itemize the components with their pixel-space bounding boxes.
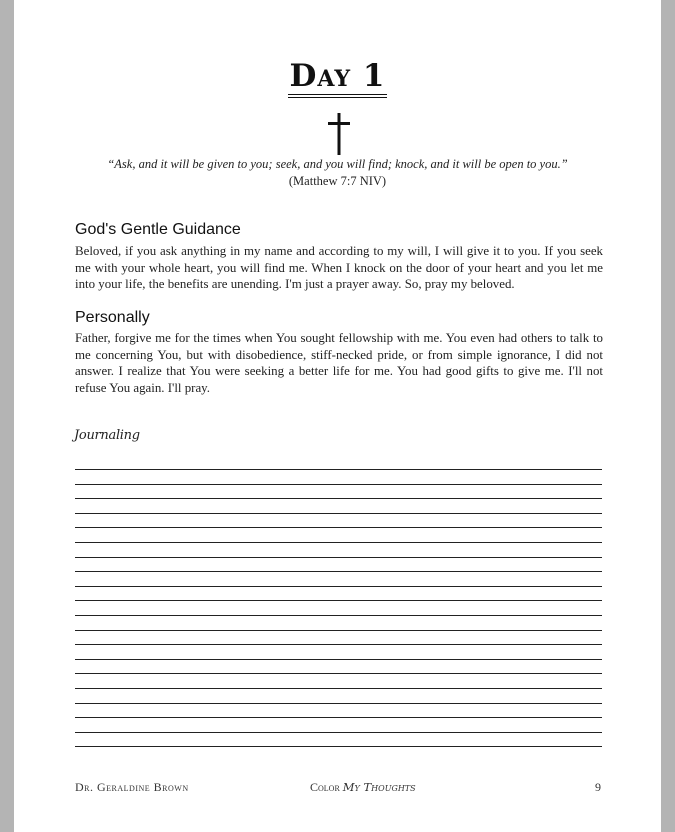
journal-line[interactable] <box>75 542 602 557</box>
journaling-label: Journaling <box>74 428 140 443</box>
journal-line[interactable] <box>75 732 602 747</box>
scripture-quote: “Ask, and it will be given to you; seek, and you will find; knock, and it will be open to you.” <box>107 157 568 171</box>
journal-line[interactable] <box>75 688 602 703</box>
journaling-lines[interactable] <box>75 469 602 761</box>
scripture-citation: (Matthew 7:7 NIV) <box>288 174 387 188</box>
journal-line[interactable] <box>75 557 602 572</box>
cross-icon <box>324 112 354 156</box>
journal-line[interactable] <box>75 498 602 513</box>
journal-line[interactable] <box>75 673 602 688</box>
section-body-personally: Father, forgive me for the times when You sought fellowship with me. You even had others to talk to me concerning You, but with disobedience, stiff-necked pride, or from simple ignorance, I did not answer. I realize that You were seeking a better life for me. You had good gifts to give me. I'll not refuse You again. I'll pray. <box>75 331 603 396</box>
footer-book-title: Color My Thoughts <box>310 780 416 794</box>
journal-line[interactable] <box>75 527 602 542</box>
journal-line[interactable] <box>75 484 602 499</box>
journal-line[interactable] <box>75 513 602 528</box>
journal-line[interactable] <box>75 659 602 674</box>
journal-line[interactable] <box>75 469 602 484</box>
journal-line[interactable] <box>75 630 602 645</box>
journal-line[interactable] <box>75 571 602 586</box>
journal-line[interactable] <box>75 644 602 659</box>
journal-line[interactable] <box>75 600 602 615</box>
section-heading-personally: Personally <box>75 309 150 326</box>
journal-line[interactable] <box>75 746 602 761</box>
footer-author: Dr. Geraldine Brown <box>75 780 189 794</box>
section-body-guidance: Beloved, if you ask anything in my name and according to my will, I will give it to you. If you seek me with your whole heart, you will find me. When I knock on the door of your heart and you let me into your life, the benefits are unending. I'm just a prayer away. So, pray my beloved. <box>75 244 603 292</box>
journal-line[interactable] <box>75 615 602 630</box>
page-title: Day 1 <box>14 58 661 98</box>
footer-page-number: 9 <box>595 780 601 794</box>
page <box>14 0 661 832</box>
journal-line[interactable] <box>75 703 602 718</box>
journal-line[interactable] <box>75 586 602 601</box>
section-heading-guidance: God's Gentle Guidance <box>75 221 241 238</box>
journal-line[interactable] <box>75 717 602 732</box>
